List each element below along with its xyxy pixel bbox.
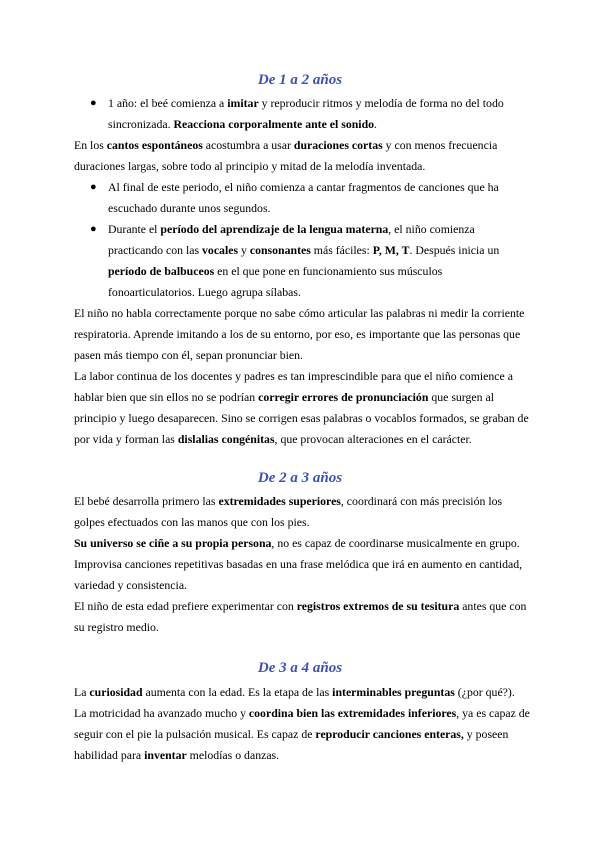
paragraph: Su universo se ciñe a su propia persona, no es capaz de coordinarse musicalmente en grupo. Improvisa canciones repetitivas basadas en una frase melódica que irá en aumento en cantidad, variedad y consistencia. (74, 536, 523, 592)
paragraph: El niño no habla correctamente porque no sabe cómo articular las palabras ni medir la corriente respiratoria. Aprende imitando a los de su entorno, por eso, es importante que las personas que pasen más tiempo con él, sepan pronunciar bien. (74, 306, 525, 362)
bullet-item: ● 1 año: el beé comienza a imitar y reproducir ritmos y melodía de forma no del todo sincronizada. Reacciona corporalmente ante el sonido. (108, 93, 530, 135)
paragraph: En los cantos espontáneos acostumbra a usar duraciones cortas y con menos frecuencia duraciones largas, sobre todo al principio y mitad de la melodía inventada. (74, 138, 498, 173)
section-title-1-2: De 1 a 2 años (257, 72, 343, 88)
bullet-icon: ● (90, 97, 97, 109)
bullet-icon: ● (90, 181, 97, 193)
bullet-icon: ● (90, 223, 97, 235)
bullet-item: ● Al final de este periodo, el niño comienza a cantar fragmentos de canciones que ha escuchado durante unos segundos. (108, 177, 530, 219)
paragraph: El niño de esta edad prefiere experimentar con registros extremos de su tesitura antes que con su registro medio. (74, 599, 527, 634)
bullet-item: ● Durante el período del aprendizaje de la lengua materna, el niño comienza practicando con las vocales y consonantes más fáciles: P, M, T. Después inicia un período de balbuceos en el que pone en funcionamiento sus músculos fonoarticulatorios. Luego agrupa sílabas. (108, 219, 530, 303)
paragraph: La curiosidad aumenta con la edad. Es la etapa de las interminables preguntas (¿por qué?). La motricidad ha avanzado mucho y coordina bien las extremidades inferiores, ya es capaz de seguir con el pie la pulsación musical. Es capaz de reproducir canciones enteras, y poseen habilidad para inventar melodías o danzas. (74, 685, 530, 762)
section-title-2-3: De 2 a 3 años (257, 470, 343, 486)
paragraph: La labor continua de los docentes y padres es tan imprescindible para que el niño comience a hablar bien que sin ellos no se podrían corregir errores de pronunciación que surgen al principio y luego desaparecen. Sino se corrigen esas palabras o vocablos formados, se graban de por vida y forman las dislalias congénitas, que provocan alteraciones en el carácter. (74, 369, 529, 446)
section-title-3-4: De 3 a 4 años (257, 660, 343, 676)
paragraph: El bebé desarrolla primero las extremidades superiores, coordinará con más precisión los golpes efectuados con las manos que con los pies. (74, 494, 503, 529)
